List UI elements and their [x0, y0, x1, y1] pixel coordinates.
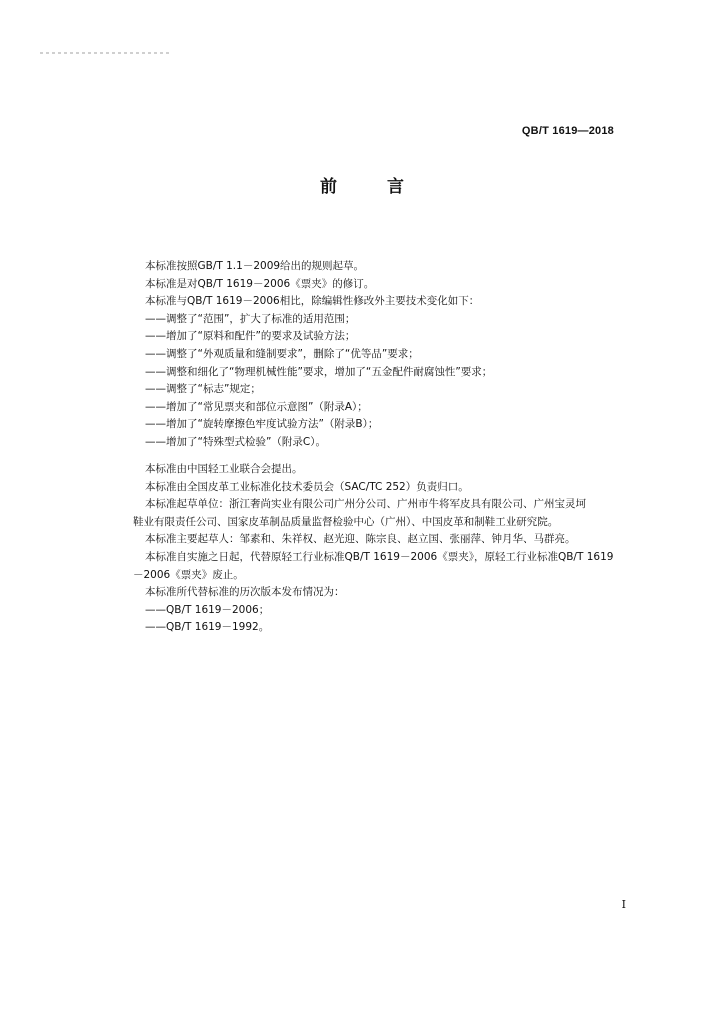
change-item: ——增加了“常见票夹和部位示意图”（附录A）； [145, 400, 368, 413]
history-item: ——QB/T 1619－2006； [145, 603, 270, 616]
change-item: ——调整了“标志”规定； [145, 383, 261, 396]
change-item: ——增加了“原料和配件”的要求及试验方法； [145, 330, 356, 343]
page-number: I [621, 898, 626, 911]
centralized-by: 本标准由全国皮革工业标准化技术委员会（SAC/TC 252）负责归口。 [145, 480, 469, 493]
paragraph: 本标准是对QB/T 1619－2006《票夹》的修订。 [145, 277, 375, 290]
standard-code: QB/T 1619—2018 [521, 125, 614, 137]
revision-summary [145, 258, 625, 452]
change-item: ——增加了“旋转摩擦色牢度试验方法”（附录B）； [145, 418, 379, 431]
drafting-units [133, 496, 625, 531]
drafting-units-line1: 本标准起草单位：浙江奢尚实业有限公司广州分公司、广州市牛将军皮具有限公司、广州宝灵坷 [145, 498, 586, 511]
change-item: ——调整了“范围”，扩大了标准的适用范围； [145, 312, 356, 325]
page-title: 前 言 [320, 177, 426, 197]
change-item: ——调整和细化了“物理机械性能”要求，增加了“五金配件耐腐蚀性”要求； [145, 365, 493, 378]
change-item: ——调整了“外观质量和缝制要求”，删除了“优等品”要求； [145, 347, 419, 360]
drafters: 本标准主要起草人：邹素和、朱祥权、赵光迎、陈宗良、赵立国、张丽萍、钟月华、马群亮。 [145, 533, 576, 546]
history-intro: 本标准所代替标准的历次版本发布情况为： [145, 586, 345, 599]
proposed-by: 本标准由中国轻工业联合会提出。 [145, 463, 303, 475]
change-item: ——增加了“特殊型式检验”（附录C）。 [145, 435, 326, 448]
replacement-statement [133, 549, 625, 584]
drafting-units-line2: 鞋业有限责任公司、国家皮革制品质量监督检验中心（广州）、中国皮革和制鞋工业研究院。 [133, 515, 559, 528]
replacement-line1: 本标准自实施之日起，代替原轻工行业标准QB/T 1619－2006《票夹》，原轻工行业标准QB/T 1619 [145, 550, 614, 563]
scan-artifact [40, 52, 170, 54]
replacement-line2: －2006《票夹》废止。 [133, 568, 244, 581]
paragraph: 本标准与QB/T 1619－2006相比，除编辑性修改外主要技术变化如下： [145, 295, 480, 308]
standard-info [133, 461, 625, 637]
paragraph: 本标准按照GB/T 1.1－2009给出的规则起草。 [145, 260, 365, 272]
history-item: ——QB/T 1619－1992。 [145, 621, 270, 634]
